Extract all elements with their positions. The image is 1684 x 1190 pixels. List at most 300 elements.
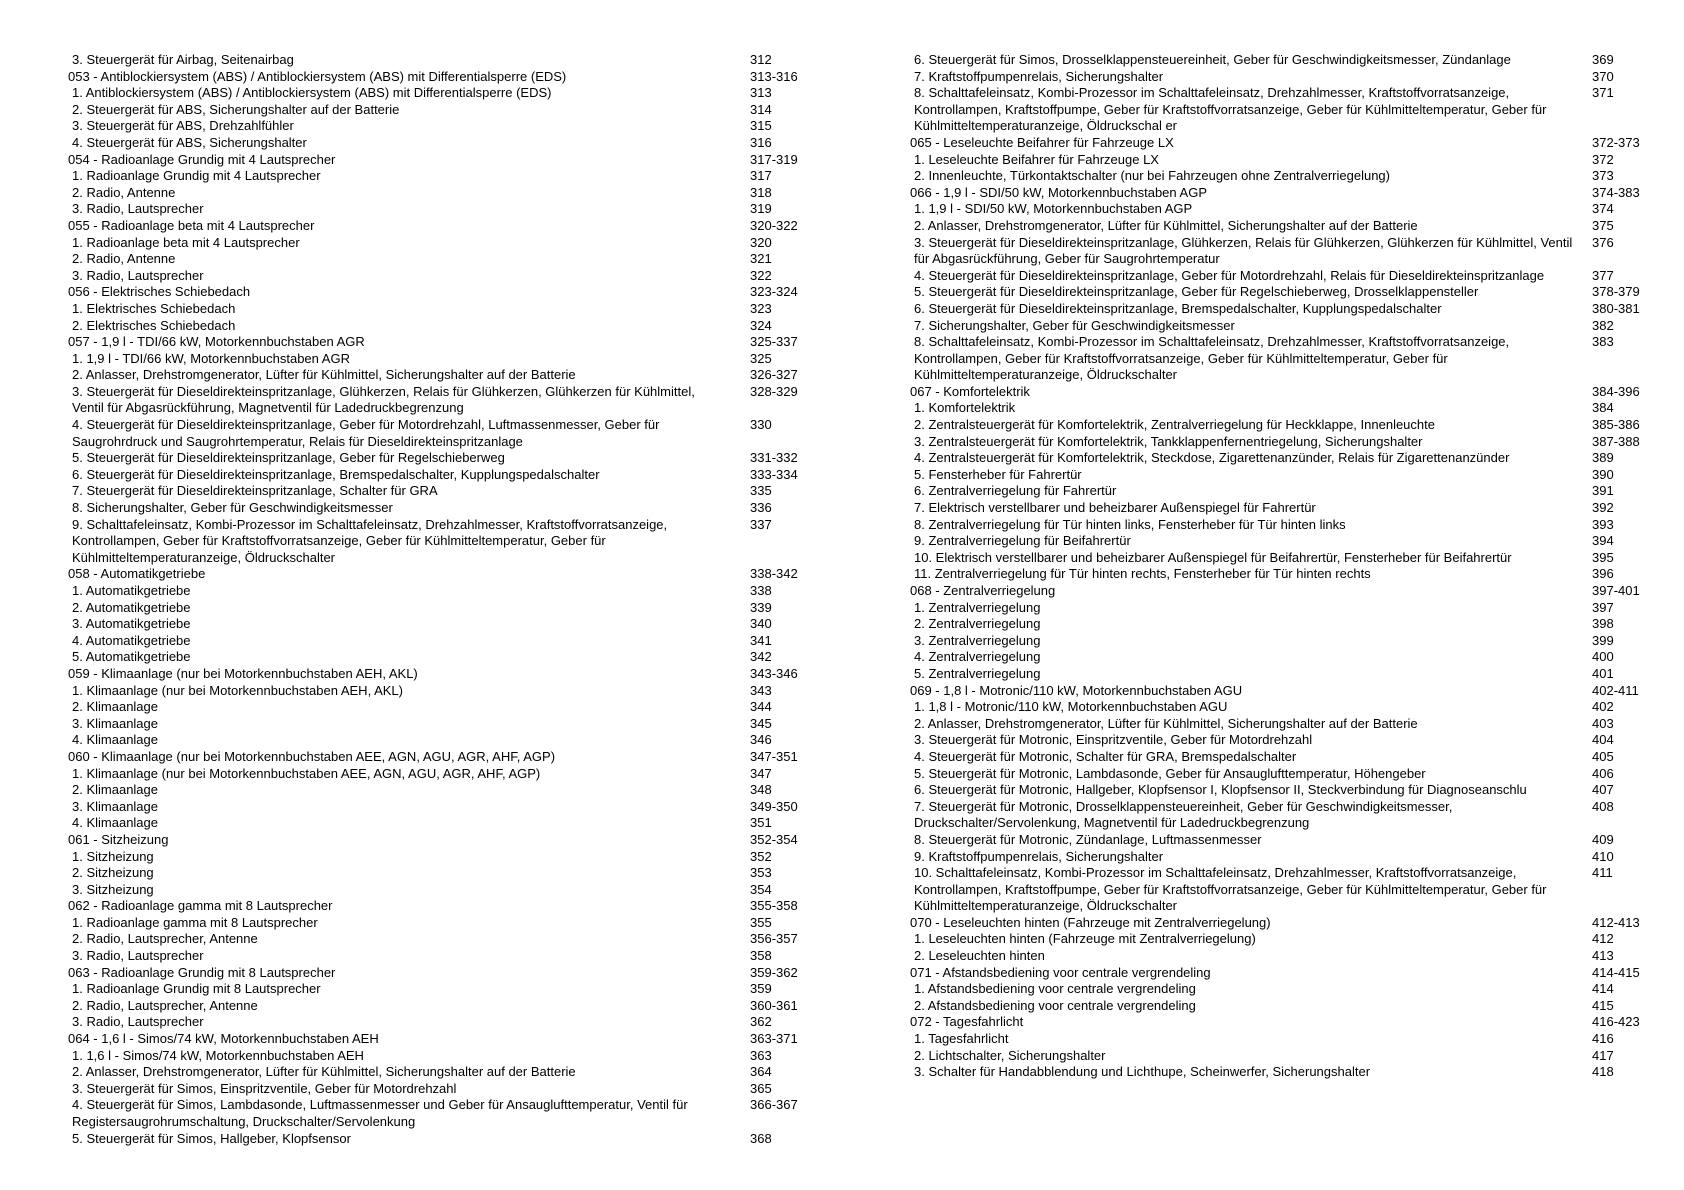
toc-entry-title: 2. Anlasser, Drehstromgenerator, Lüfter für Kühlmittel, Sicherungshalter auf der Batterie (72, 367, 576, 383)
toc-entry-page: 341 (750, 632, 772, 648)
toc-entry-page: 342 (750, 649, 772, 665)
toc-entry-page: 393 (1592, 516, 1614, 532)
toc-entry (68, 915, 808, 932)
toc-entry-page: 374-383 (1592, 184, 1640, 200)
toc-entry-title: 066 - 1,9 l - SDI/50 kW, Motorkennbuchstaben AGP (910, 184, 1207, 200)
toc-entry (910, 533, 1660, 550)
toc-entry (68, 766, 808, 783)
toc-entry-title: 3. Steuergerät für Dieseldirekteinspritzanlage, Glühkerzen, Relais für Glühkerzen, Glühkerzen für Kühlmittel, Ventil für Abgasrückführung, Geber für Saugrohrtemperatur (914, 234, 1573, 267)
toc-entry-page: 372 (1592, 151, 1614, 167)
toc-entry-title: 9. Schalttafeleinsatz, Kombi-Prozessor im Schalttafeleinsatz, Drehzahlmesser, Kraftstoffvorratsanzeige, Kontrollampen, Geber für Kraftstoffvorratsanzeige, Geber für Kühlmitteltemperatur, Geber für Kühlmitteltemperaturanzeige, Öldruckschalter (72, 516, 668, 565)
toc-entry-page: 397 (1592, 599, 1614, 615)
toc-entry (910, 616, 1660, 633)
toc-entry (68, 882, 808, 899)
toc-entry-title: 1. 1,9 l - SDI/50 kW, Motorkennbuchstaben AGP (914, 201, 1193, 217)
toc-entry (910, 500, 1660, 517)
toc-entry (910, 1048, 1660, 1065)
toc-entry-page: 384 (1592, 400, 1614, 416)
toc-entry-page: 376 (1592, 234, 1614, 250)
toc-entry-title: 2. Elektrisches Schiebedach (72, 317, 236, 333)
toc-entry (68, 600, 808, 617)
toc-entry-title: 10. Schalttafeleinsatz, Kombi-Prozessor im Schalttafeleinsatz, Drehzahlmesser, Kraftstoffvorratsanzeige, Kontrollampen, Kraftstoffpumpe, Geber für Kraftstoffvorratsanzeige, Geber für Kühlmitteltemperatur, Geber für Kühlmitteltemperaturanzeige, Öldruckschalter (914, 865, 1547, 914)
toc-entry-page: 345 (750, 715, 772, 731)
toc-entry-page: 401 (1592, 665, 1614, 681)
toc-entry (68, 699, 808, 716)
toc-entry-title: 056 - Elektrisches Schiebedach (68, 284, 251, 300)
toc-entry (68, 865, 808, 882)
toc-entry (68, 981, 808, 998)
toc-entry (68, 1097, 808, 1130)
toc-entry-title: 5. Steuergerät für Simos, Hallgeber, Klopfsensor (72, 1130, 351, 1146)
toc-entry-title: 3. Steuergerät für ABS, Drehzahlfühler (72, 118, 294, 134)
toc-entry-title: 2. Radio, Lautsprecher, Antenne (72, 931, 258, 947)
toc-section (910, 683, 1660, 700)
toc-entry-title: 3. Radio, Lautsprecher (72, 948, 204, 964)
toc-entry-title: 11. Zentralverriegelung für Tür hinten rechts, Fensterheber für Tür hinten rechts (914, 566, 1371, 582)
toc-entry (910, 218, 1660, 235)
toc-entry (910, 600, 1660, 617)
toc-entry-page: 326-327 (750, 367, 798, 383)
toc-entry-title: 062 - Radioanlage gamma mit 8 Lautsprecher (68, 898, 333, 914)
toc-entry (910, 284, 1660, 301)
toc-entry-title: 3. Radio, Lautsprecher (72, 1014, 204, 1030)
toc-entry (910, 981, 1660, 998)
toc-entry (68, 318, 808, 335)
toc-entry (910, 716, 1660, 733)
toc-entry (910, 865, 1660, 915)
toc-entry-page: 369 (1592, 52, 1614, 67)
toc-entry-title: 1. 1,6 l - Simos/74 kW, Motorkennbuchstaben AEH (72, 1047, 364, 1063)
toc-entry-title: 1. Antiblockiersystem (ABS) / Antiblockiersystem (ABS) mit Differentialsperre (EDS) (72, 85, 552, 101)
toc-entry-page: 410 (1592, 848, 1614, 864)
toc-entry-page: 338 (750, 583, 772, 598)
toc-entry (68, 1081, 808, 1098)
toc-entry-title: 8. Sicherungshalter, Geber für Geschwindigkeitsmesser (72, 500, 393, 516)
toc-entry-title: 8. Schalttafeleinsatz, Kombi-Prozessor im Schalttafeleinsatz, Drehzahlmesser, Kraftstoffvorratsanzeige, Kontrollampen, Geber für Kraftstoffvorratsanzeige, Geber für Kühlmitteltemperatur, Geber für Kühlmitteltemperaturanzeige, Öldruckschalter (914, 334, 1510, 383)
toc-entry-page: 371 (1592, 85, 1614, 101)
toc-entry (68, 185, 808, 202)
toc-entry-page: 375 (1592, 217, 1614, 233)
toc-entry (68, 102, 808, 119)
toc-entry-page: 400 (1592, 649, 1614, 665)
toc-entry-page: 351 (750, 815, 772, 831)
toc-entry (910, 450, 1660, 467)
toc-entry-page: 356-357 (750, 931, 798, 947)
toc-entry (910, 417, 1660, 434)
toc-entry (910, 483, 1660, 500)
toc-column-left (68, 52, 808, 1147)
toc-entry-page: 353 (750, 865, 772, 881)
toc-entry (910, 517, 1660, 534)
toc-entry (68, 683, 808, 700)
toc-entry-title: 7. Elektrisch verstellbarer und beheizbarer Außenspiegel für Fahrertür (914, 500, 1316, 516)
toc-entry (910, 782, 1660, 799)
toc-section (910, 915, 1660, 932)
toc-entry-page: 402 (1592, 699, 1614, 715)
toc-entry-page: 352-354 (750, 831, 798, 847)
toc-entry-page: 319 (750, 201, 772, 217)
toc-entry-page: 343-346 (750, 665, 798, 681)
toc-entry-page: 377 (1592, 267, 1614, 283)
toc-entry-page: 402-411 (1592, 682, 1639, 698)
toc-entry-page: 352 (750, 848, 772, 864)
toc-entry-page: 368 (750, 1130, 772, 1146)
toc-entry-title: 3. Klimaanlage (72, 798, 158, 814)
toc-entry (910, 732, 1660, 749)
toc-entry-title: 3. Schalter für Handabblendung und Lichthupe, Scheinwerfer, Sicherungshalter (914, 1064, 1371, 1080)
toc-entry-page: 417 (1592, 1047, 1614, 1063)
toc-entry (910, 832, 1660, 849)
toc-section (68, 69, 808, 86)
toc-entry-title: 9. Zentralverriegelung für Beifahrertür (914, 533, 1131, 549)
toc-entry-title: 5. Automatikgetriebe (72, 649, 191, 665)
toc-entry-title: 053 - Antiblockiersystem (ABS) / Antiblockiersystem (ABS) mit Differentialsperre (EDS) (68, 68, 567, 84)
toc-entry-page: 389 (1592, 450, 1614, 466)
toc-entry-title: 6. Steuergerät für Simos, Drosselklappensteuereinheit, Geber für Geschwindigkeitsmesser, Zündanlage (914, 52, 1511, 67)
toc-entry-page: 365 (750, 1080, 772, 1096)
toc-entry-page: 398 (1592, 616, 1614, 632)
toc-entry-title: 1. Zentralverriegelung (914, 599, 1041, 615)
toc-entry-page: 404 (1592, 732, 1614, 748)
toc-entry-title: 1. Radioanlage Grundig mit 8 Lautsprecher (72, 981, 321, 997)
toc-entry (910, 566, 1660, 583)
toc-entry-title: 2. Lichtschalter, Sicherungshalter (914, 1047, 1106, 1063)
toc-section (68, 898, 808, 915)
toc-section (68, 152, 808, 169)
toc-entry-page: 416-423 (1592, 1014, 1640, 1030)
toc-entry-page: 413 (1592, 948, 1614, 964)
toc-entry (910, 799, 1660, 832)
toc-entry (68, 467, 808, 484)
toc-entry (68, 483, 808, 500)
toc-entry (68, 1131, 808, 1148)
toc-section (68, 218, 808, 235)
toc-entry-title: 2. Radio, Lautsprecher, Antenne (72, 997, 258, 1013)
toc-section (68, 832, 808, 849)
toc-entry-page: 387-388 (1592, 433, 1640, 449)
toc-entry-title: 059 - Klimaanlage (nur bei Motorkennbuchstaben AEH, AKL) (68, 665, 418, 681)
toc-entry-title: 3. Sitzheizung (72, 881, 154, 897)
toc-entry-title: 2. Afstandsbediening voor centrale vergrendeling (914, 997, 1196, 1013)
toc-entry-title: 071 - Afstandsbediening voor centrale vergrendeling (910, 964, 1211, 980)
toc-entry-title: 061 - Sitzheizung (68, 831, 169, 847)
toc-entry (910, 998, 1660, 1015)
toc-entry-title: 1. Radioanlage beta mit 4 Lautsprecher (72, 234, 300, 250)
toc-entry-page: 409 (1592, 831, 1614, 847)
toc-section (68, 965, 808, 982)
toc-entry-title: 4. Steuergerät für ABS, Sicherungshalter (72, 134, 307, 150)
toc-entry-title: 5. Zentralverriegelung (914, 665, 1041, 681)
toc-entry (68, 235, 808, 252)
toc-entry-page: 344 (750, 699, 772, 715)
toc-entry-page: 363-371 (750, 1031, 798, 1047)
toc-section (910, 185, 1660, 202)
toc-entry-title: 1. Tagesfahrlicht (914, 1031, 1009, 1047)
toc-entry-page: 396 (1592, 566, 1614, 582)
toc-entry-title: 060 - Klimaanlage (nur bei Motorkennbuchstaben AEE, AGN, AGU, AGR, AHF, AGP) (68, 748, 556, 764)
toc-entry-page: 355 (750, 914, 772, 930)
toc-entry-page: 359 (750, 981, 772, 997)
toc-entry-page: 324 (750, 317, 772, 333)
toc-entry (910, 749, 1660, 766)
toc-entry-page: 316 (750, 134, 772, 150)
toc-entry-title: 1. Leseleuchte Beifahrer für Fahrzeuge LX (914, 151, 1159, 167)
toc-entry-title: 1. 1,9 l - TDI/66 kW, Motorkennbuchstaben AGR (72, 350, 350, 366)
toc-entry (68, 583, 808, 600)
toc-entry-title: 2. Klimaanlage (72, 782, 158, 798)
toc-entry-page: 336 (750, 500, 772, 516)
toc-entry-title: 1. Sitzheizung (72, 848, 154, 864)
toc-entry (910, 235, 1660, 268)
toc-entry-title: 2. Anlasser, Drehstromgenerator, Lüfter für Kühlmittel, Sicherungshalter auf der Batterie (72, 1064, 576, 1080)
toc-entry-page: 418 (1592, 1064, 1614, 1080)
toc-entry-title: 2. Automatikgetriebe (72, 599, 191, 615)
toc-column-right (910, 52, 1660, 1081)
toc-entry-title: 5. Steuergerät für Dieseldirekteinspritzanlage, Geber für Regelschieberweg (72, 450, 505, 466)
toc-entry-page: 354 (750, 881, 772, 897)
toc-entry-title: 7. Steuergerät für Motronic, Drosselklappensteuereinheit, Geber für Geschwindigkeitsmesser, Druckschalter/Servolenkung, Magnetventil für Ladedruckbegrenzung (914, 798, 1453, 831)
toc-entry (910, 52, 1660, 69)
toc-entry (910, 69, 1660, 86)
toc-entry-title: 1. Radioanlage gamma mit 8 Lautsprecher (72, 914, 318, 930)
toc-entry-page: 312 (750, 52, 772, 67)
toc-entry-page: 391 (1592, 483, 1614, 499)
toc-entry-title: 072 - Tagesfahrlicht (910, 1014, 1024, 1030)
toc-entry-title: 058 - Automatikgetriebe (68, 566, 206, 582)
toc-entry (910, 152, 1660, 169)
toc-entry-title: 1. Elektrisches Schiebedach (72, 300, 236, 316)
toc-entry-page: 407 (1592, 782, 1614, 798)
toc-entry-page: 323 (750, 300, 772, 316)
toc-section (68, 334, 808, 351)
toc-entry-title: 4. Steuergerät für Dieseldirekteinspritzanlage, Geber für Motordrehzahl, Relais für Dieseldirekteinspritzanlage (914, 267, 1545, 283)
toc-entry-title: 7. Steuergerät für Dieseldirekteinspritzanlage, Schalter für GRA (72, 483, 438, 499)
toc-entry-title: 6. Zentralverriegelung für Fahrertür (914, 483, 1117, 499)
toc-entry-title: 3. Zentralsteuergerät für Komfortelektrik, Tankklappenfernentriegelung, Sicherungshalter (914, 433, 1423, 449)
toc-section (68, 566, 808, 583)
toc-entry-page: 374 (1592, 201, 1614, 217)
toc-entry-page: 372-373 (1592, 134, 1640, 150)
toc-entry-title: 055 - Radioanlage beta mit 4 Lautsprecher (68, 217, 315, 233)
toc-entry-page: 331-332 (750, 450, 798, 466)
toc-entry-title: 5. Steuergerät für Motronic, Lambdasonde, Geber für Ansauglufttemperatur, Höhengeber (914, 765, 1426, 781)
toc-entry (68, 931, 808, 948)
toc-entry-page: 339 (750, 599, 772, 615)
toc-section (68, 666, 808, 683)
toc-entry-page: 384-396 (1592, 383, 1640, 399)
toc-entry-title: 4. Steuergerät für Motronic, Schalter für GRA, Bremspedalschalter (914, 748, 1297, 764)
toc-entry-page: 333-334 (750, 466, 798, 482)
toc-entry (910, 400, 1660, 417)
toc-entry-title: 067 - Komfortelektrik (910, 383, 1030, 399)
toc-entry-page: 378-379 (1592, 284, 1640, 300)
toc-entry-title: 2. Anlasser, Drehstromgenerator, Lüfter für Kühlmittel, Sicherungshalter auf der Batterie (914, 217, 1418, 233)
toc-entry (68, 450, 808, 467)
toc-entry (910, 633, 1660, 650)
toc-entry (910, 334, 1660, 384)
toc-entry-page: 403 (1592, 715, 1614, 731)
toc-entry (68, 168, 808, 185)
toc-entry (68, 849, 808, 866)
toc-entry-page: 366-367 (750, 1097, 798, 1113)
toc-entry-page: 364 (750, 1064, 772, 1080)
toc-entry-title: 3. Klimaanlage (72, 715, 158, 731)
toc-entry-title: 3. Steuergerät für Simos, Einspritzventile, Geber für Motordrehzahl (72, 1080, 457, 1096)
toc-entry-page: 414 (1592, 981, 1614, 997)
toc-entry-title: 2. Radio, Antenne (72, 184, 176, 200)
toc-entry-page: 347-351 (750, 748, 798, 764)
toc-entry (910, 1064, 1660, 1081)
toc-entry-page: 320-322 (750, 217, 798, 233)
toc-entry-page: 412-413 (1592, 914, 1640, 930)
toc-entry (68, 500, 808, 517)
toc-entry-page: 313 (750, 85, 772, 101)
toc-entry-title: 4. Zentralsteuergerät für Komfortelektrik, Steckdose, Zigarettenanzünder, Relais für Zigarettenanzünder (914, 450, 1510, 466)
toc-section (910, 965, 1660, 982)
toc-section (68, 284, 808, 301)
toc-entry (68, 351, 808, 368)
toc-section (68, 749, 808, 766)
toc-entry-title: 4. Klimaanlage (72, 732, 158, 748)
toc-entry-title: 3. Radio, Lautsprecher (72, 201, 204, 217)
toc-entry (910, 649, 1660, 666)
toc-entry-title: 3. Steuergerät für Dieseldirekteinspritzanlage, Glühkerzen, Relais für Glühkerzen, Glühkerzen für Kühlmittel, Ventil für Abgasrückführung, Magnetventil für Ladedruckbegrenzung (72, 383, 695, 416)
toc-entry-title: 2. Klimaanlage (72, 699, 158, 715)
toc-entry-page: 320 (750, 234, 772, 250)
toc-entry-title: 5. Fensterheber für Fahrertür (914, 466, 1082, 482)
toc-entry-page: 317 (750, 168, 772, 184)
toc-entry (910, 1031, 1660, 1048)
toc-entry (68, 301, 808, 318)
toc-entry-page: 390 (1592, 466, 1614, 482)
toc-entry-title: 2. Innenleuchte, Türkontaktschalter (nur bei Fahrzeugen ohne Zentralverriegelung) (914, 168, 1390, 184)
toc-entry-page: 362 (750, 1014, 772, 1030)
toc-entry (68, 1048, 808, 1065)
toc-entry-title: 1. Klimaanlage (nur bei Motorkennbuchstaben AEE, AGN, AGU, AGR, AHF, AGP) (72, 765, 541, 781)
toc-entry-page: 395 (1592, 549, 1614, 565)
toc-entry-page: 394 (1592, 533, 1614, 549)
toc-entry (910, 766, 1660, 783)
toc-entry-page: 346 (750, 732, 772, 748)
toc-entry (68, 716, 808, 733)
toc-entry (68, 732, 808, 749)
toc-entry (68, 649, 808, 666)
toc-entry-page: 406 (1592, 765, 1614, 781)
toc-entry-title: 2. Anlasser, Drehstromgenerator, Lüfter für Kühlmittel, Sicherungshalter auf der Batterie (914, 715, 1418, 731)
toc-entry-title: 064 - 1,6 l - Simos/74 kW, Motorkennbuchstaben AEH (68, 1031, 379, 1047)
toc-section (910, 1014, 1660, 1031)
toc-entry (910, 434, 1660, 451)
toc-entry-title: 2. Steuergerät für ABS, Sicherungshalter auf der Batterie (72, 101, 400, 117)
toc-section (910, 384, 1660, 401)
toc-entry (68, 517, 808, 567)
toc-entry-page: 370 (1592, 68, 1614, 84)
toc-entry-title: 2. Zentralsteuergerät für Komfortelektrik, Zentralverriegelung für Heckklappe, Innenleuchte (914, 417, 1435, 433)
toc-entry-title: 057 - 1,9 l - TDI/66 kW, Motorkennbuchstaben AGR (68, 334, 365, 350)
toc-entry (68, 52, 808, 69)
toc-entry-title: 065 - Leseleuchte Beifahrer für Fahrzeuge LX (910, 134, 1174, 150)
toc-entry-title: 3. Steuergerät für Airbag, Seitenairbag (72, 52, 294, 67)
toc-entry-title: 1. Leseleuchten hinten (Fahrzeuge mit Zentralverriegelung) (914, 931, 1256, 947)
toc-entry-title: 6. Steuergerät für Dieseldirekteinspritzanlage, Bremspedalschalter, Kupplungspedalschalter (72, 466, 600, 482)
toc-entry (910, 666, 1660, 683)
toc-entry-page: 380-381 (1592, 300, 1640, 316)
toc-entry-page: 412 (1592, 931, 1614, 947)
toc-entry-page: 348 (750, 782, 772, 798)
toc-entry (68, 633, 808, 650)
toc-entry-title: 4. Steuergerät für Dieseldirekteinspritzanlage, Geber für Motordrehzahl, Luftmassenmesser, Geber für Saugrohrdruck und Saugrohrtemperatur, Relais für Dieseldirekteinspritzanlage (72, 417, 660, 449)
toc-entry-page: 335 (750, 483, 772, 499)
toc-entry-page: 397-401 (1592, 583, 1640, 598)
toc-entry-page: 323-324 (750, 284, 798, 300)
toc-entry-page: 373 (1592, 168, 1614, 184)
toc-entry-page: 322 (750, 267, 772, 283)
toc-entry-title: 4. Steuergerät für Simos, Lambdasonde, Luftmassenmesser und Geber für Ansauglufttemperatur, Ventil für Registersaugrohrumschaltung, Druckschalter/Servolenkung (72, 1097, 688, 1129)
toc-entry-title: 7. Kraftstoffpumpenrelais, Sicherungshalter (914, 68, 1164, 84)
toc-entry-page: 337 (750, 516, 772, 532)
toc-entry-title: 7. Sicherungshalter, Geber für Geschwindigkeitsmesser (914, 317, 1235, 333)
toc-entry-page: 313-316 (750, 68, 798, 84)
toc-entry-title: 4. Automatikgetriebe (72, 632, 191, 648)
toc-entry-title: 3. Steuergerät für Motronic, Einspritzventile, Geber für Motordrehzahl (914, 732, 1313, 748)
toc-entry-page: 318 (750, 184, 772, 200)
toc-entry (68, 118, 808, 135)
toc-entry-title: 4. Klimaanlage (72, 815, 158, 831)
toc-section (910, 135, 1660, 152)
toc-entry (910, 849, 1660, 866)
toc-entry-title: 10. Elektrisch verstellbarer und beheizbarer Außenspiegel für Beifahrertür, Fensterheber für Beifahrertür (914, 549, 1512, 565)
toc-entry-title: 3. Automatikgetriebe (72, 616, 191, 632)
toc-entry (910, 699, 1660, 716)
toc-entry (910, 85, 1660, 135)
toc-entry (68, 799, 808, 816)
toc-entry-page: 330 (750, 417, 772, 433)
toc-entry-title: 069 - 1,8 l - Motronic/110 kW, Motorkennbuchstaben AGU (910, 682, 1243, 698)
toc-entry-page: 338-342 (750, 566, 798, 582)
toc-entry-title: 1. Komfortelektrik (914, 400, 1016, 416)
toc-entry-page: 349-350 (750, 798, 798, 814)
toc-entry-page: 392 (1592, 500, 1614, 516)
toc-entry-title: 1. Automatikgetriebe (72, 583, 191, 598)
toc-entry-page: 315 (750, 118, 772, 134)
toc-entry-title: 2. Radio, Antenne (72, 251, 176, 267)
toc-entry-page: 359-362 (750, 964, 798, 980)
toc-entry-title: 8. Schalttafeleinsatz, Kombi-Prozessor im Schalttafeleinsatz, Drehzahlmesser, Kraftstoffvorratsanzeige, Kontrollampen, Kraftstoffpumpe, Geber für Kraftstoffvorratsanzeige, Geber für Kühlmitteltemperatur, Geber für Kühlmitteltemperaturanzeige, Öldruckschal er (914, 85, 1547, 134)
toc-entry-title: 070 - Leseleuchten hinten (Fahrzeuge mit Zentralverriegelung) (910, 914, 1271, 930)
toc-entry (910, 550, 1660, 567)
toc-entry-page: 363 (750, 1047, 772, 1063)
toc-entry-page: 321 (750, 251, 772, 267)
toc-entry-page: 385-386 (1592, 417, 1640, 433)
toc-entry-title: 1. 1,8 l - Motronic/110 kW, Motorkennbuchstaben AGU (914, 699, 1228, 715)
toc-entry (910, 268, 1660, 285)
toc-entry (68, 85, 808, 102)
toc-entry-page: 408 (1592, 798, 1614, 814)
toc-entry-title: 4. Zentralverriegelung (914, 649, 1041, 665)
toc-entry-page: 314 (750, 101, 772, 117)
toc-entry-title: 2. Sitzheizung (72, 865, 154, 881)
toc-entry-page: 340 (750, 616, 772, 632)
toc-entry-title: 1. Klimaanlage (nur bei Motorkennbuchstaben AEH, AKL) (72, 682, 403, 698)
toc-entry-page: 382 (1592, 317, 1614, 333)
toc-entry (68, 782, 808, 799)
toc-entry (68, 384, 808, 417)
toc-entry-page: 411 (1592, 865, 1613, 881)
toc-entry (68, 1064, 808, 1081)
toc-entry-page: 358 (750, 948, 772, 964)
toc-entry-page: 343 (750, 682, 772, 698)
toc-entry (68, 1014, 808, 1031)
